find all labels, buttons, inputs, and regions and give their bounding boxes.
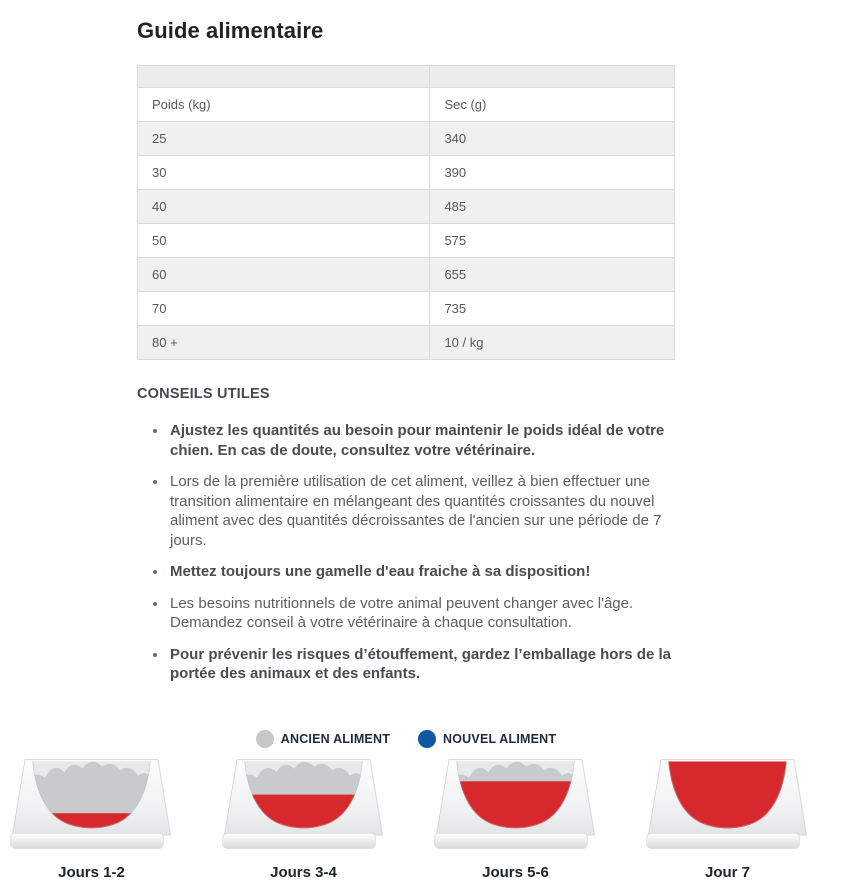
legend-old-label: ANCIEN ALIMENT <box>280 731 391 746</box>
tip-item: • Mettez toujours une gamelle d'eau fraiche à sa disposition! <box>168 562 675 582</box>
tips-list <box>137 421 675 684</box>
bowl-graphic <box>646 756 809 853</box>
tip-item: • Lors de la première utilisation de cet aliment, veillez à bien effectuer une transition alimentaire en mélangeant des quantités croissantes du nouvel aliment avec des quantités décroissantes de l'ancien sur une période de 7 jours. <box>168 472 675 550</box>
bowl-day-label: Jour 7 <box>704 863 750 881</box>
feeding-table-body <box>138 122 675 360</box>
table-cell: 80 + <box>138 326 430 360</box>
table-cell: 10 / kg <box>430 326 675 360</box>
table-cell: 50 <box>138 224 430 258</box>
table-cell: 25 <box>138 122 430 156</box>
table-cell: 485 <box>430 190 675 224</box>
main-content <box>137 0 675 684</box>
food-transition-legend <box>137 730 675 748</box>
table-cell: 390 <box>430 156 675 190</box>
table-row <box>138 224 675 258</box>
tip-item: • Pour prévenir les risques d’étouffement, gardez l’emballage hors de la portée des animaux et des enfants. <box>168 645 675 684</box>
bowl-day-label: Jours 1-2 <box>58 863 125 881</box>
bowl-graphic <box>222 756 385 853</box>
table-cell: 40 <box>138 190 430 224</box>
column-header-dry: Sec (g) <box>430 88 675 122</box>
new-food-dot-icon <box>418 730 436 748</box>
tip-item: • Les besoins nutritionnels de votre animal peuvent changer avec l'âge. Demandez conseil à votre vétérinaire à chaque consultation. <box>168 594 675 633</box>
bowl-graphic <box>434 756 597 853</box>
table-row <box>138 326 675 360</box>
transition-bowl <box>434 756 597 881</box>
table-row <box>138 190 675 224</box>
table-cell: 655 <box>430 258 675 292</box>
tips-heading: CONSEILS UTILES <box>137 386 270 402</box>
tip-item: • Ajustez les quantités au besoin pour maintenir le poids idéal de votre chien. En cas de doute, consultez votre vétérinaire. <box>168 421 675 460</box>
feeding-guide-table <box>137 65 675 360</box>
legend-new-label: NOUVEL ALIMENT <box>443 731 557 746</box>
table-cell: 30 <box>138 156 430 190</box>
legend-item-old-food <box>256 730 390 748</box>
table-spacer-row <box>138 66 675 88</box>
table-row <box>138 258 675 292</box>
table-cell: 70 <box>138 292 430 326</box>
transition-bowls-row <box>0 756 860 881</box>
table-cell: 60 <box>138 258 430 292</box>
table-row <box>138 292 675 326</box>
column-header-weight: Poids (kg) <box>138 88 430 122</box>
table-cell: 735 <box>430 292 675 326</box>
table-row <box>138 122 675 156</box>
bowl-graphic <box>10 756 173 853</box>
table-header-row <box>138 88 675 122</box>
page-title: Guide alimentaire <box>137 18 324 43</box>
transition-bowl <box>222 756 385 881</box>
transition-bowl <box>10 756 173 881</box>
bowl-day-label: Jours 3-4 <box>270 863 337 881</box>
table-row <box>138 156 675 190</box>
table-cell: 575 <box>430 224 675 258</box>
table-cell: 340 <box>430 122 675 156</box>
legend-item-new-food <box>418 730 556 748</box>
transition-bowl <box>646 756 809 881</box>
old-food-dot-icon <box>256 730 274 748</box>
bowl-day-label: Jours 5-6 <box>482 863 549 881</box>
